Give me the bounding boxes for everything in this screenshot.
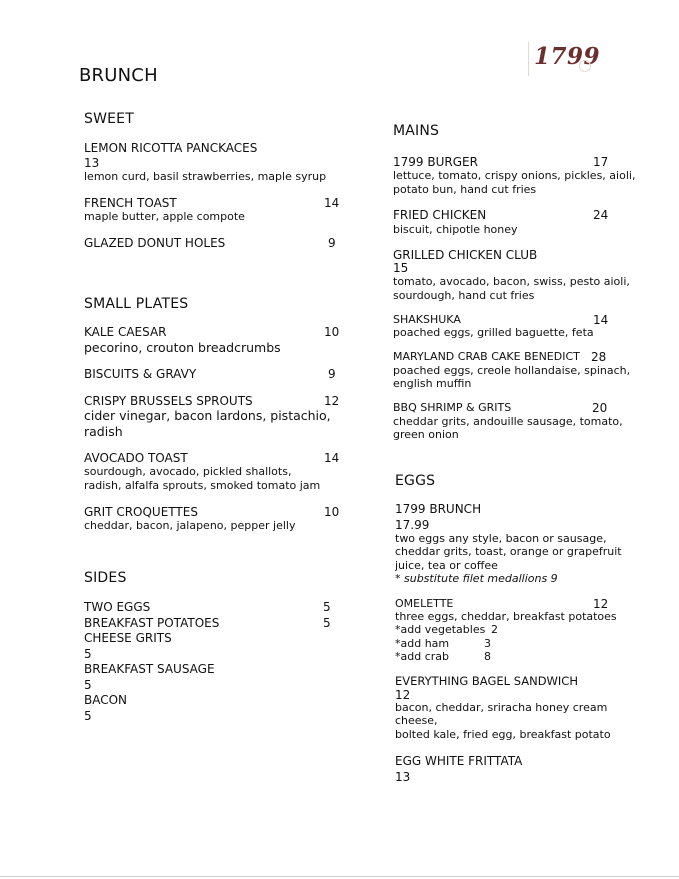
item-description: green onion: [393, 428, 459, 441]
item-name: LEMON RICOTTA PANCKACES: [84, 141, 258, 155]
item-price: 12: [324, 394, 340, 408]
item-description: juice, tea or coffee: [395, 559, 498, 572]
item-price: 10: [324, 505, 340, 519]
item-note: * substitute filet medallions 9: [395, 572, 558, 585]
restaurant-logo: 1799: [534, 43, 601, 70]
item-description: pecorino, crouton breadcrumbs: [84, 340, 281, 355]
item-name: BREAKFAST POTATOES: [84, 616, 220, 630]
item-description: three eggs, cheddar, breakfast potatoes: [395, 610, 617, 623]
item-description: potato bun, hand cut fries: [393, 183, 537, 196]
item-name: MARYLAND CRAB CAKE BENEDICT: [393, 350, 580, 363]
section-heading-eggs: EGGS: [395, 473, 436, 489]
item-description: bacon, cheddar, sriracha honey cream: [395, 701, 608, 714]
item-description: sourdough, avocado, pickled shallots,: [84, 465, 292, 478]
item-name: BREAKFAST SAUSAGE: [84, 662, 215, 676]
addon-label: *add ham: [395, 637, 450, 650]
item-price: 9: [328, 236, 336, 250]
item-description: poached eggs, creole hollandaise, spinach,: [393, 364, 631, 377]
logo-mark-icon: [579, 60, 591, 72]
page-bottom-border: [0, 876, 679, 877]
item-price: 10: [324, 325, 340, 339]
item-description: radish: [84, 424, 123, 439]
section-heading-small-plates: SMALL PLATES: [84, 296, 189, 312]
item-price: 14: [324, 451, 340, 465]
item-name: AVOCADO TOAST: [84, 451, 188, 465]
item-price: 28: [591, 350, 607, 364]
addon-price: 3: [484, 637, 491, 650]
item-price: 14: [593, 313, 609, 327]
item-name: 1799 BURGER: [393, 155, 478, 169]
item-description: two eggs any style, bacon or sausage,: [395, 532, 607, 545]
item-name: FRIED CHICKEN: [393, 208, 487, 222]
item-description: cheddar grits, toast, orange or grapefruit: [395, 545, 622, 558]
item-price: 17: [593, 155, 609, 169]
item-price: 13: [395, 770, 411, 784]
item-description: poached eggs, grilled baguette, feta: [393, 326, 594, 339]
addon-price: 8: [484, 650, 491, 663]
item-price: 5: [84, 647, 92, 661]
item-name: BACON: [84, 693, 128, 707]
item-price: 14: [324, 196, 340, 210]
item-name: OMELETTE: [395, 597, 454, 610]
item-name: GRIT CROQUETTES: [84, 505, 198, 519]
item-name: GRILLED CHICKEN CLUB: [393, 248, 538, 262]
item-price: 5: [84, 678, 92, 692]
item-description: sourdough, hand cut fries: [393, 289, 535, 302]
item-price: 24: [593, 208, 609, 222]
item-name: CRISPY BRUSSELS SPROUTS: [84, 394, 253, 408]
addon-label: *add vegetables: [395, 623, 486, 636]
item-description: bolted kale, fried egg, breakfast potato: [395, 728, 611, 741]
item-name: KALE CAESAR: [84, 325, 167, 339]
item-price: 9: [328, 367, 336, 381]
section-heading-mains: MAINS: [393, 123, 440, 139]
item-description: lemon curd, basil strawberries, maple syrup: [84, 170, 327, 183]
item-description: radish, alfalfa sprouts, smoked tomato jam: [84, 479, 321, 492]
item-name: TWO EGGS: [84, 600, 151, 614]
item-name: CHEESE GRITS: [84, 631, 172, 645]
item-price: 17.99: [395, 518, 430, 532]
item-description: english muffin: [393, 377, 472, 390]
item-description: cheddar grits, andouille sausage, tomato,: [393, 415, 623, 428]
item-price: 5: [323, 616, 331, 630]
item-name: SHAKSHUKA: [393, 313, 461, 326]
section-heading-sides: SIDES: [84, 570, 127, 586]
item-price: 12: [593, 597, 609, 611]
item-name: EGG WHITE FRITTATA: [395, 754, 523, 768]
item-description: lettuce, tomato, crispy onions, pickles, aioli,: [393, 169, 636, 182]
page-title: BRUNCH: [79, 65, 158, 86]
item-price: 12: [395, 688, 411, 702]
item-price: 13: [84, 156, 100, 170]
item-price: 20: [592, 401, 608, 415]
addon-price: 2: [491, 623, 498, 636]
item-description: maple butter, apple compote: [84, 210, 245, 223]
item-price: 5: [323, 600, 331, 614]
item-name: GLAZED DONUT HOLES: [84, 236, 226, 250]
item-name: FRENCH TOAST: [84, 196, 177, 210]
item-description: cider vinegar, bacon lardons, pistachio,: [84, 408, 331, 423]
item-name: BISCUITS & GRAVY: [84, 367, 197, 381]
addon-label: *add crab: [395, 650, 449, 663]
item-description: cheese,: [395, 714, 438, 727]
section-heading-sweet: SWEET: [84, 111, 134, 127]
item-price: 15: [393, 261, 409, 275]
item-name: BBQ SHRIMP & GRITS: [393, 401, 512, 414]
item-description: biscuit, chipotle honey: [393, 223, 518, 236]
item-description: cheddar, bacon, jalapeno, pepper jelly: [84, 519, 296, 532]
item-description: tomato, avocado, bacon, swiss, pesto aioli,: [393, 275, 630, 288]
item-name: 1799 BRUNCH: [395, 502, 482, 516]
item-name: EVERYTHING BAGEL SANDWICH: [395, 674, 578, 688]
item-price: 5: [84, 709, 92, 723]
logo-divider: [528, 42, 529, 76]
